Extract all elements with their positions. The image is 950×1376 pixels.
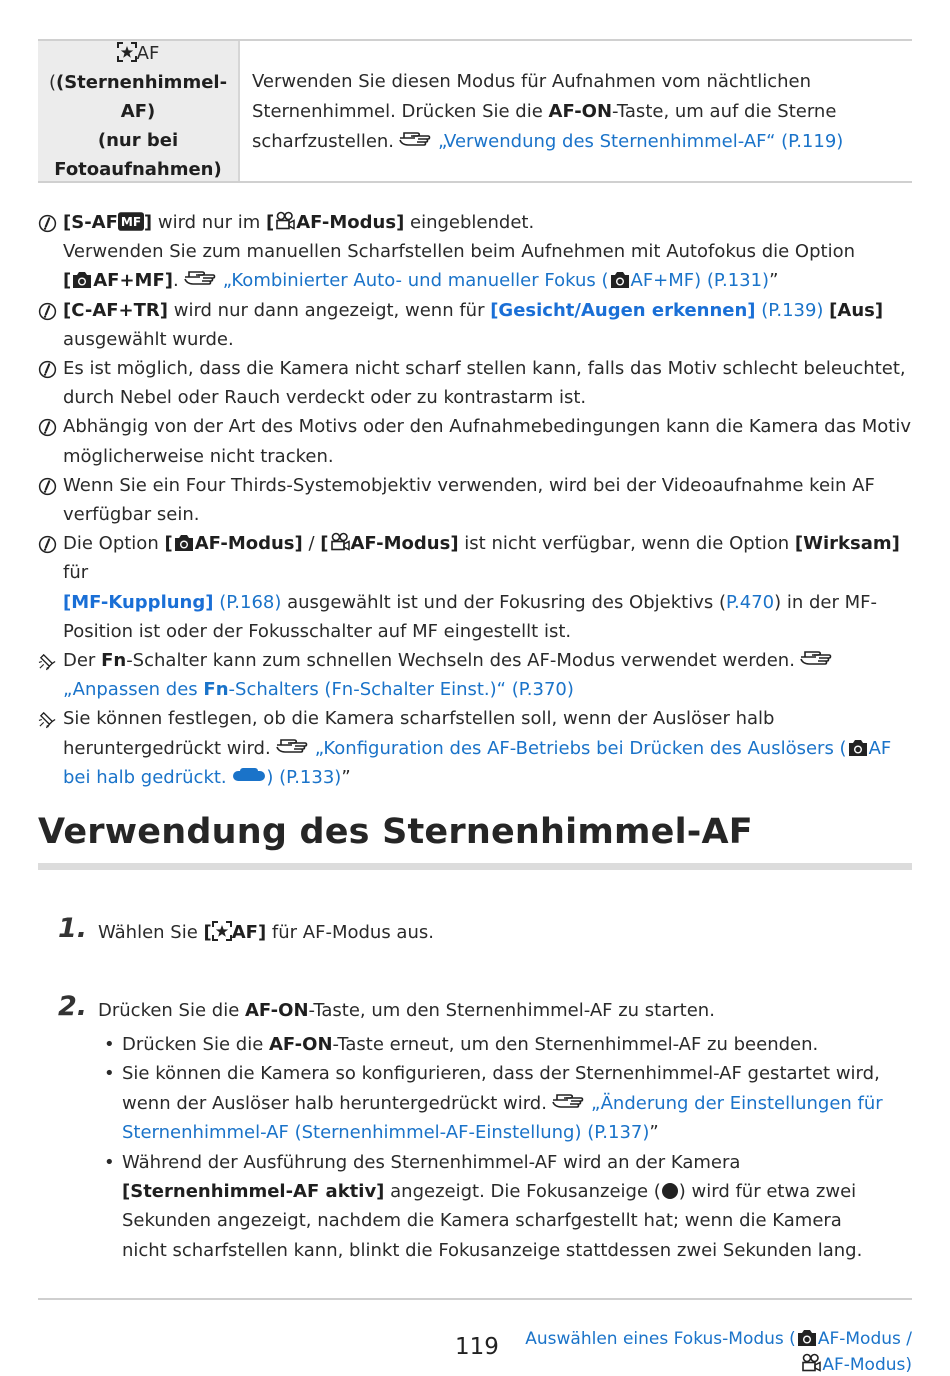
reference-hand-icon xyxy=(799,648,833,668)
reference-hand-icon xyxy=(275,736,309,756)
mode-scope-line1: (nur bei xyxy=(97,129,179,151)
bullet-dot: • xyxy=(104,1034,115,1055)
section-heading: Verwendung des Sternenhimmel-AF xyxy=(38,812,753,852)
link-starry-af-settings[interactable]: „Änderung der Einstellungen für Sternenhimmel-AF (Sternenhimmel-AF-Einstellung) (P.137) xyxy=(122,1092,883,1144)
bullet-dot: • xyxy=(104,1063,115,1085)
note-item: Der Fn-Schalter kann zum schnellen Wechseln des AF-Modus verwendet werden.„Anpassen des Fn-Schalters (Fn-Schalter Einst.)“ (P.370) xyxy=(38,646,918,704)
camera-icon xyxy=(609,271,631,289)
link-fn-switch[interactable]: „Anpassen des Fn-Schalters (Fn-Schalter Einst.)“ (P.370) xyxy=(63,679,574,701)
link-mf-clutch[interactable]: [MF-Kupplung] xyxy=(63,591,214,613)
video-icon xyxy=(274,211,296,231)
link-combined-focus[interactable]: „Kombinierter Auto- und manueller Fokus ( AF+MF) (P.131) xyxy=(222,270,770,292)
description-text: Verwenden Sie diesen Modus für Aufnahmen vom nächtlichen Sternenhimmel. Drücken Sie die xyxy=(252,71,812,122)
list-item: • Drücken Sie die AF-ON-Taste erneut, um den Sternenhimmel-AF zu beenden. xyxy=(104,1030,884,1059)
note-item: [S-AF ] wird nur im [ AF-Modus] eingeblendet. Verwenden Sie zum manuellen Scharfstellen beim Aufnehmen mit Autofokus die Option [ AF+MF]. „Kombinierter Auto- und manueller Fokus ( AF+MF) (P.131)” xyxy=(38,208,918,296)
caution-icon xyxy=(38,214,57,233)
note-item: Abhängig von der Art des Motivs oder den Aufnahmebedingungen kann die Kamera das Motiv möglicherweise nicht tracken. xyxy=(38,412,918,470)
camera-icon xyxy=(173,534,195,552)
list-item: • Während der Ausführung des Sternenhimmel-AF wird an der Kamera [Sternenhimmel-AF aktiv] angezeigt. Die Fokusanzeige ( ) wird für etwa zwei Sekunden angezeigt, nachdem die Kamera scharfgestellt hat; wenn die Kamera nicht scharfstellen kann, blinkt die Fokusanzeige stattdessen zwei Sekunden lang. xyxy=(104,1148,884,1266)
half-press-button-icon xyxy=(232,768,266,786)
camera-icon xyxy=(71,271,93,289)
link-p168[interactable]: (P.168) xyxy=(213,591,282,613)
video-icon xyxy=(800,1353,822,1373)
tip-icon xyxy=(38,652,57,671)
list-item: • Sie können die Kamera so konfigurieren, dass der Sternenhimmel-AF gestartet wird, wenn der Auslöser halb heruntergedrückt wird. „Änderung der Einstellungen für Sternenhimmel-AF (Sternenhimmel-AF-Einstellung) (P.137)” xyxy=(104,1059,884,1147)
footer-section-link[interactable] xyxy=(525,1326,912,1376)
step-number-1: 1. xyxy=(58,913,88,944)
reference-hand-icon xyxy=(551,1091,585,1111)
reference-hand-icon xyxy=(398,129,432,149)
note-item: Wenn Sie ein Four Thirds-Systemobjektiv verwenden, wird bei der Videoaufnahme kein AF verfügbar sein. xyxy=(38,471,918,529)
link-af-half-press[interactable]: „Konfiguration des AF-Betriebs bei Drücken des Auslösers ( AF bei halb gedrückt. ) (P.133) xyxy=(63,737,892,788)
page-number: 119 xyxy=(455,1334,499,1360)
link-p139[interactable]: (P.139) xyxy=(755,299,830,321)
step-2-bullets xyxy=(104,1030,884,1265)
note-item: Sie können festlegen, ob die Kamera scharfstellen soll, wenn der Auslöser halb heruntergedrückt wird. „Konfiguration des AF-Betriebs bei Drücken des Auslösers ( AF bei halb gedrückt. ) (P.133)” xyxy=(38,704,918,792)
camera-icon xyxy=(847,739,869,757)
caution-icon xyxy=(38,360,57,379)
mf-icon xyxy=(118,212,144,231)
note-item: Es ist möglich, dass die Kamera nicht scharf stellen kann, falls das Motiv schlecht beleuchtet, durch Nebel oder Rauch verdeckt oder zu kontrastarm ist. xyxy=(38,354,918,412)
reference-hand-icon xyxy=(183,268,217,288)
note-item: [C-AF+TR] wird nur dann angezeigt, wenn für [Gesicht/Augen erkennen] (P.139) [Aus] ausgewählt wurde. xyxy=(38,296,918,354)
link-p470[interactable]: P.470 xyxy=(725,591,775,613)
caution-icon xyxy=(38,535,57,554)
af-on-label: AF-ON xyxy=(548,101,613,122)
video-icon xyxy=(329,532,351,552)
mode-scope-line2: Fotoaufnahmen) xyxy=(54,158,222,180)
notes-list xyxy=(38,208,918,792)
mode-name-bold: (Sternenhimmel-AF) xyxy=(55,71,228,122)
tip-icon xyxy=(38,710,57,729)
footer-divider xyxy=(38,1298,912,1300)
caution-icon xyxy=(38,418,57,437)
footer-link-line1: Auswählen eines Fokus-Modus ( AF-Modus / xyxy=(525,1329,912,1349)
bullet-dot: • xyxy=(104,1151,115,1173)
caution-icon xyxy=(38,302,57,321)
starry-sky-af-icon xyxy=(212,921,232,941)
heading-divider xyxy=(38,863,912,870)
camera-icon xyxy=(796,1329,818,1347)
link-face-eye-detect[interactable]: [Gesicht/Augen erkennen] xyxy=(490,299,756,321)
link-starry-af[interactable]: „Verwendung des Sternenhimmel-AF“ (P.119) xyxy=(438,131,844,152)
table-mode-cell xyxy=(38,41,240,181)
table-description-cell: Verwenden Sie diesen Modus für Aufnahmen vom nächtlichen Sternenhimmel. Drücken Sie die AF-ON-Taste, um auf die Sterne scharfzustellen. „Verwendung des Sternenhimmel-AF“ (P.119) xyxy=(252,71,844,152)
step-number-2: 2. xyxy=(58,991,88,1022)
footer-link-line2: AF-Modus) xyxy=(525,1352,912,1376)
starry-sky-af-icon xyxy=(117,42,137,62)
focus-indicator-icon xyxy=(661,1182,679,1200)
mode-name: ((Sternenhimmel-AF) xyxy=(48,71,228,122)
af-mode-table xyxy=(38,39,912,183)
caution-icon xyxy=(38,477,57,496)
step-text-1: Wählen Sie [ AF] für AF-Modus aus. xyxy=(98,922,434,943)
note-item: Die Option [ AF-Modus] / [ AF-Modus] ist nicht verfügbar, wenn die Option [Wirksam] für [MF-Kupplung] (P.168) ausgewählt ist und der Fokusring des Objektivs (P.470) in der MF-Position ist oder der Fokusschalter auf MF eingestellt ist. xyxy=(38,529,918,646)
step-text-2: Drücken Sie die AF-ON-Taste, um den Sternenhimmel-AF zu starten. xyxy=(98,1000,715,1021)
starry-af-label: AF xyxy=(117,39,160,68)
